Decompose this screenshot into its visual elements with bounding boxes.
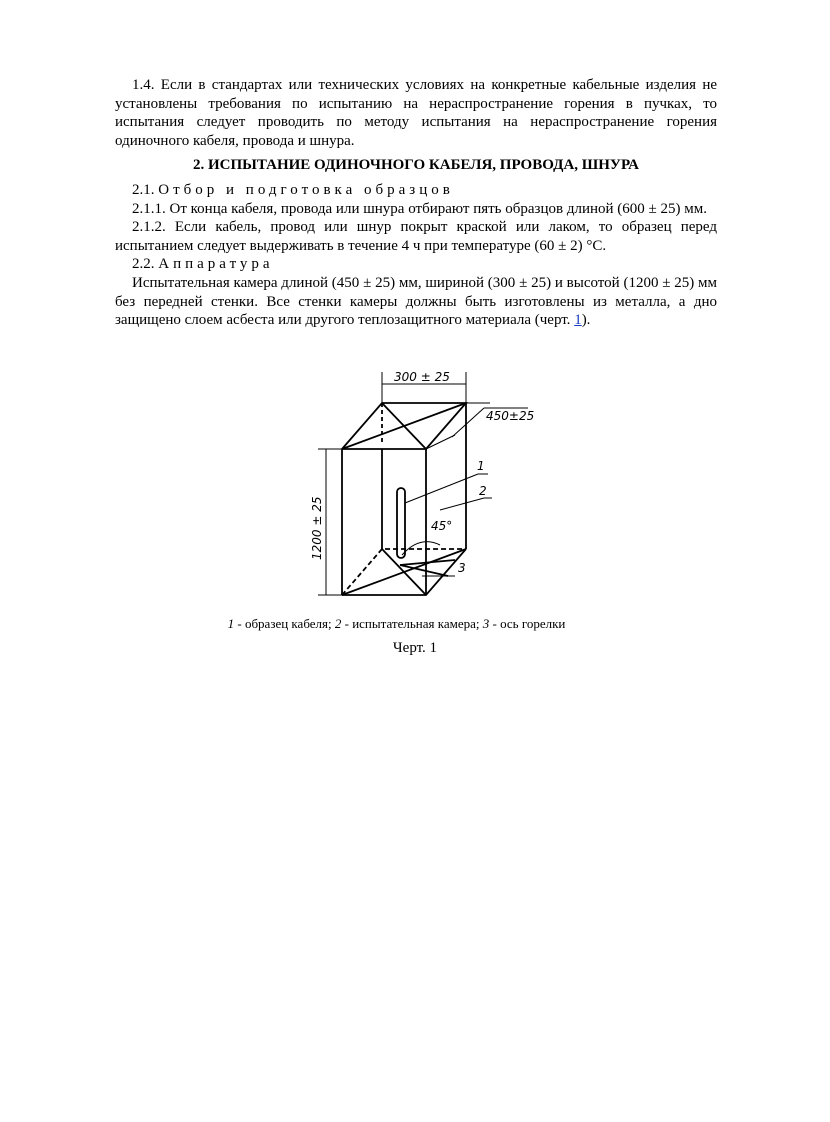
figure-1-link[interactable]: 1 <box>574 312 582 329</box>
paragraph-2-2-text: Испытательная камера длиной (450 ± 25) мм, шириной (300 ± 25) и высотой (1200 ± 25) мм без передней стенки. Все стенки камеры должны быть изготовлены из металла, а дно защищено слоем асбеста или другого теплозащитного материала (черт. <box>115 274 717 329</box>
figure-caption <box>0 616 793 632</box>
subsection-2-1-heading <box>115 181 717 200</box>
paragraph-2-2-tail: ). <box>581 312 591 329</box>
width-dimension-label: 300 ± 25 <box>394 370 450 384</box>
subsection-2-2-heading <box>115 255 717 274</box>
callout-1: 1 <box>477 459 485 473</box>
test-chamber-drawing <box>300 366 535 606</box>
caption-item-3-number: 3 <box>482 616 490 631</box>
subsection-2-1-number: 2.1. <box>132 181 155 198</box>
subsection-2-2-title: Аппаратура <box>158 256 274 273</box>
paragraph-1-4: 1.4. Если в стандартах или технических условиях на конкретные кабельные изделия не установлены требования по испытанию на нераспространение горения в пучках, то испытания следует проводить по методу испытания на нераспространение горения одиночного кабеля, провода и шнура. <box>115 77 717 149</box>
document-body <box>115 76 717 330</box>
callout-2: 2 <box>479 484 487 498</box>
paragraph-2-1-2: 2.1.2. Если кабель, провод или шнур покрыт краской или лаком, то образец перед испытанием следует выдерживать в течение 4 ч при температуре (60 ± 2) °С. <box>115 219 717 254</box>
subsection-2-2-number: 2.2. <box>132 256 155 273</box>
angle-label: 45° <box>431 519 453 533</box>
figure-label: Черт. 1 <box>392 640 438 656</box>
callout-3: 3 <box>458 561 466 575</box>
caption-item-3-text: - ось горелки <box>489 616 566 631</box>
paragraph-2-1-1: 2.1.1. От конца кабеля, провода или шнура отбирают пять образцов длиной (600 ± 25) мм. <box>132 200 708 217</box>
section-2-heading: 2. ИСПЫТАНИЕ ОДИНОЧНОГО КАБЕЛЯ, ПРОВОДА, ШНУРА <box>192 157 640 174</box>
height-dimension-label: 1200 ± 25 <box>310 496 324 560</box>
caption-item-2-text: - испытательная камера; <box>341 616 483 631</box>
subsection-2-1-title: Отбор и подготовка образцов <box>158 181 454 198</box>
caption-item-2-number: 2 <box>334 616 342 631</box>
depth-dimension-label: 450±25 <box>486 409 535 423</box>
caption-item-1-number: 1 <box>227 616 235 631</box>
paragraph-2-2 <box>115 274 717 330</box>
caption-item-1-text: - образец кабеля; <box>234 616 335 631</box>
cable-sample <box>397 488 405 558</box>
